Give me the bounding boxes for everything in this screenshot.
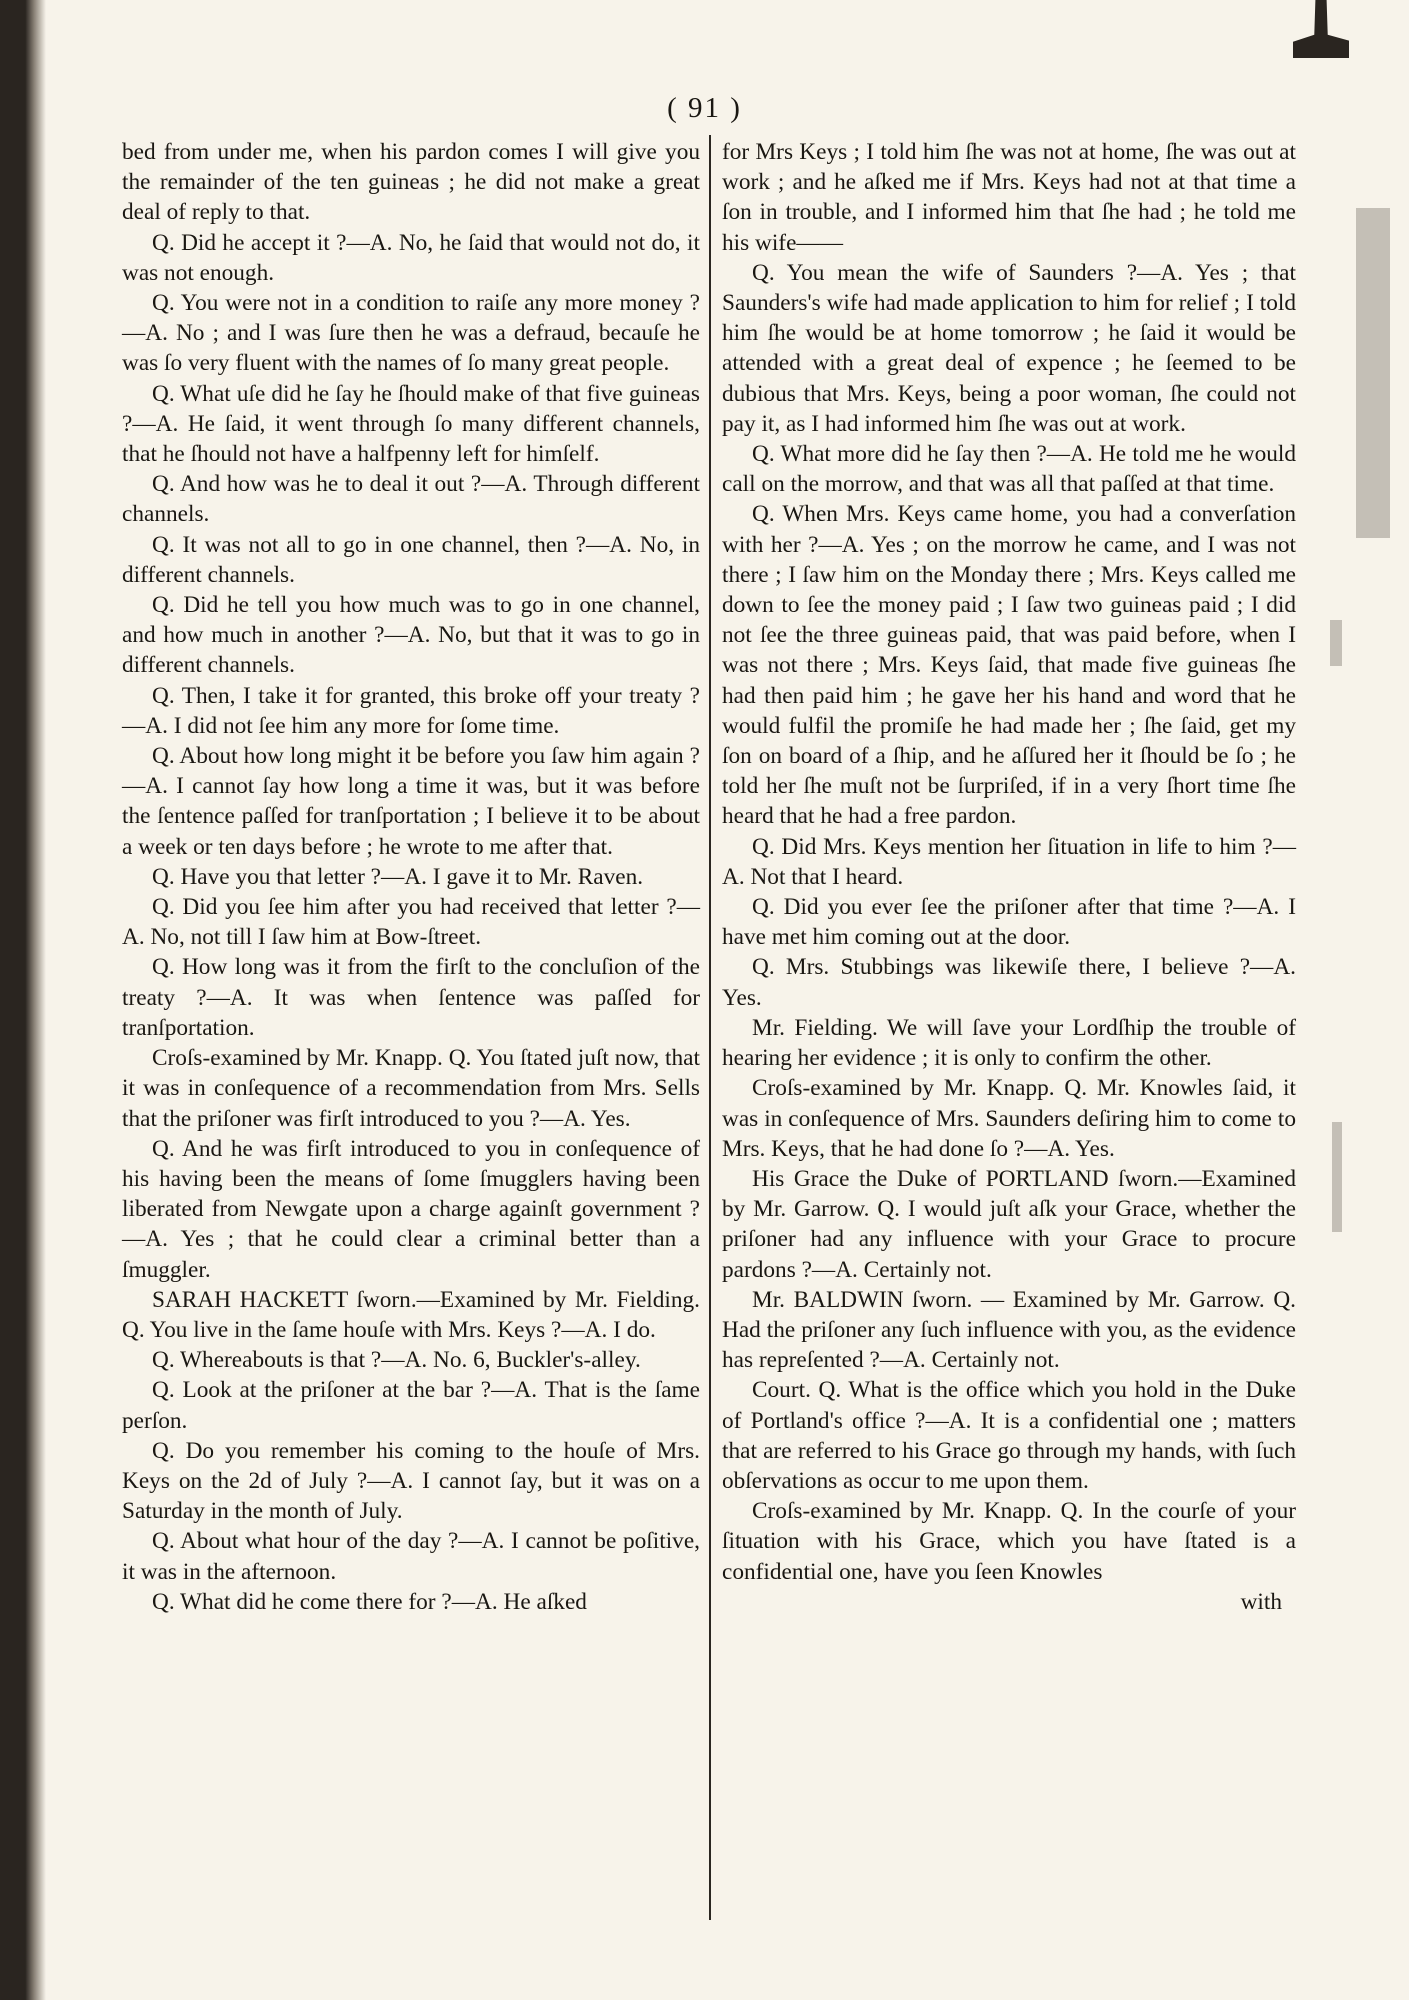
paragraph: Croſs-examined by Mr. Knapp. Q. You ſtated juſt now, that it was in conſequence of a recommendation from Mrs. Sells that the priſoner was firſt introduced to you ?—A. Yes.	[122, 1045, 700, 1132]
paragraph: Q. And how was he to deal it out ?—A. Through different channels.	[122, 471, 700, 528]
paragraph: Q. Did he accept it ?—A. No, he ſaid that would not do, it was not enough.	[122, 229, 700, 286]
page-number: ( 91 )	[667, 92, 742, 124]
paragraph: Q. Whereabouts is that ?—A. No. 6, Buckler's-alley.	[152, 1347, 641, 1374]
page-smudge	[1332, 1122, 1342, 1232]
paragraph: Q. Do you remember his coming to the houſe of Mrs. Keys on the 2d of July ?—A. I cannot ſay, but it was on a Saturday in the month of July.	[122, 1437, 700, 1525]
paragraph: Q. Have you that letter ?—A. I gave it to Mr. Raven.	[152, 863, 644, 890]
paragraph: Q. What did he come there for ?—A. He aſked	[152, 1588, 587, 1615]
paragraph: Q. What uſe did he ſay he ſhould make of that five guineas ?—A. He ſaid, it went through ſo many different channels, that he ſhould not have a halfpenny left for himſelf.	[122, 380, 700, 468]
page-smudge	[1330, 620, 1342, 666]
page-binding-edge	[0, 0, 46, 2000]
paragraph: Q. Look at the priſoner at the bar ?—A. That is the ſame perſon.	[122, 1377, 700, 1434]
page-smudge	[1356, 208, 1390, 538]
paragraph: Q. Mrs. Stubbings was likewiſe there, I believe ?—A. Yes.	[722, 954, 1296, 1011]
paragraph: Q. Did he tell you how much was to go in one channel, and how much in another ?—A. No, but that it was to go in different channels.	[122, 592, 700, 679]
paragraph: Q. Did Mrs. Keys mention her ſituation in life to him ?—A. Not that I heard.	[722, 833, 1296, 890]
paragraph: Court. Q. What is the office which you hold in the Duke of Portland's office ?—A. It is a confidential one ; matters that are referred to his Grace go through my hands, with ſuch obſervations as occur to me upon them.	[722, 1377, 1296, 1494]
paragraph: Q. When Mrs. Keys came home, you had a converſation with her ?—A. Yes ; on the morrow he came, and I was not there ; I ſaw him on the Monday there ; Mrs. Keys called me down to ſee the money paid ; I ſaw two guineas paid ; I did not ſee the three guineas paid, that was paid before, when I was not there ; Mrs. Keys ſaid, that made five guineas ſhe had then paid him ; he gave her his hand and word that he would fulfil the promiſe he had made her ; ſhe ſaid, get my ſon on board of a ſhip, and he aſſured her it ſhould be ſo ; he told her ſhe muſt not be ſurpriſed, if in a very ſhort time ſhe heard that he had a free pardon.	[722, 501, 1296, 830]
paragraph: Q. What more did he ſay then ?—A. He told me he would call on the morrow, and that was all that paſſed at that time.	[722, 441, 1296, 498]
paragraph: Q. You were not in a condition to raiſe any more money ?—A. No ; and I was ſure then he was a defraud, becauſe he was ſo very fluent with the names of ſo many great people.	[122, 290, 700, 377]
paragraph: Mr. Fielding. We will ſave your Lordſhip the trouble of hearing her evidence ; it is only to confirm the other.	[722, 1014, 1296, 1072]
paragraph: Croſs-examined by Mr. Knapp. Q. In the courſe of your ſituation with his Grace, which you have ſtated is a confidential one, have you ſeen Knowles	[722, 1498, 1296, 1585]
paragraph: Q. You mean the wife of Saunders ?—A. Yes ; that Saunders's wife had made application to him for relief ; I told him ſhe would be at home tomorrow ; he ſaid it would be attended with a great deal of expence ; he ſeemed to be dubious that Mrs. Keys, being a poor woman, ſhe could not pay it, as I had informed him ſhe was out at work.	[722, 259, 1296, 437]
paragraph: Q. Did you ever ſee the priſoner after that time ?—A. I have met him coming out at the door.	[722, 894, 1296, 951]
paragraph: Q. About how long might it be before you ſaw him again ?—A. I cannot ſay how long a time it was, but it was before the ſentence paſſed for tranſportation ; I believe it to be about a week or ten days before ; he wrote to me after that.	[122, 743, 700, 860]
paragraph: Q. Then, I take it for granted, this broke off your treaty ?—A. I did not ſee him any more for ſome time.	[122, 682, 700, 739]
left-column	[122, 137, 700, 1617]
printer-corner-mark	[1293, 0, 1349, 58]
paragraph: Q. Did you ſee him after you had received that letter ?—A. No, not till I ſaw him at Bow-ſtreet.	[122, 894, 700, 951]
paragraph: Croſs-examined by Mr. Knapp. Q. Mr. Knowles ſaid, it was in conſequence of Mrs. Saunders deſiring him to come to Mrs. Keys, that he had done ſo ?—A. Yes.	[722, 1075, 1296, 1162]
right-column	[722, 137, 1296, 1617]
paragraph: Q. It was not all to go in one channel, then ?—A. No, in different channels.	[122, 531, 700, 588]
paragraph: Q. About what hour of the day ?—A. I cannot be poſitive, it was in the afternoon.	[122, 1528, 700, 1585]
paragraph: Q. And he was firſt introduced to you in conſequence of his having been the means of ſome ſmugglers having been liberated from Newgate upon a charge againſt government ?—A. Yes ; that he could clear a criminal better than a ſmuggler.	[122, 1135, 700, 1283]
paragraph: Q. How long was it from the firſt to the concluſion of the treaty ?—A. It was when ſentence was paſſed for tranſportation.	[122, 954, 700, 1041]
paragraph: His Grace the Duke of PORTLAND ſworn.—Examined by Mr. Garrow. Q. I would juſt aſk your Grace, whether the priſoner had any influence with your Grace to procure pardons ?—A. Certainly not.	[722, 1165, 1296, 1283]
paragraph: Mr. BALDWIN ſworn. — Examined by Mr. Garrow. Q. Had the priſoner any ſuch influence with you, as the evidence has repreſented ?—A. Certainly not.	[722, 1286, 1296, 1374]
paragraph: SARAH HACKETT ſworn.—Examined by Mr. Fielding. Q. You live in the ſame houſe with Mrs. Keys ?—A. I do.	[122, 1286, 700, 1343]
catchword: with	[1240, 1588, 1282, 1615]
column-divider	[709, 135, 711, 1920]
paragraph: for Mrs Keys ; I told him ſhe was not at home, ſhe was out at work ; and he aſked me if Mrs. Keys had not at that time a ſon in trouble, and I informed him that ſhe had ; he told me his wife——	[722, 139, 1296, 256]
paragraph: bed from under me, when his pardon comes I will give you the remainder of the ten guineas ; he did not make a great deal of reply to that.	[122, 139, 700, 226]
